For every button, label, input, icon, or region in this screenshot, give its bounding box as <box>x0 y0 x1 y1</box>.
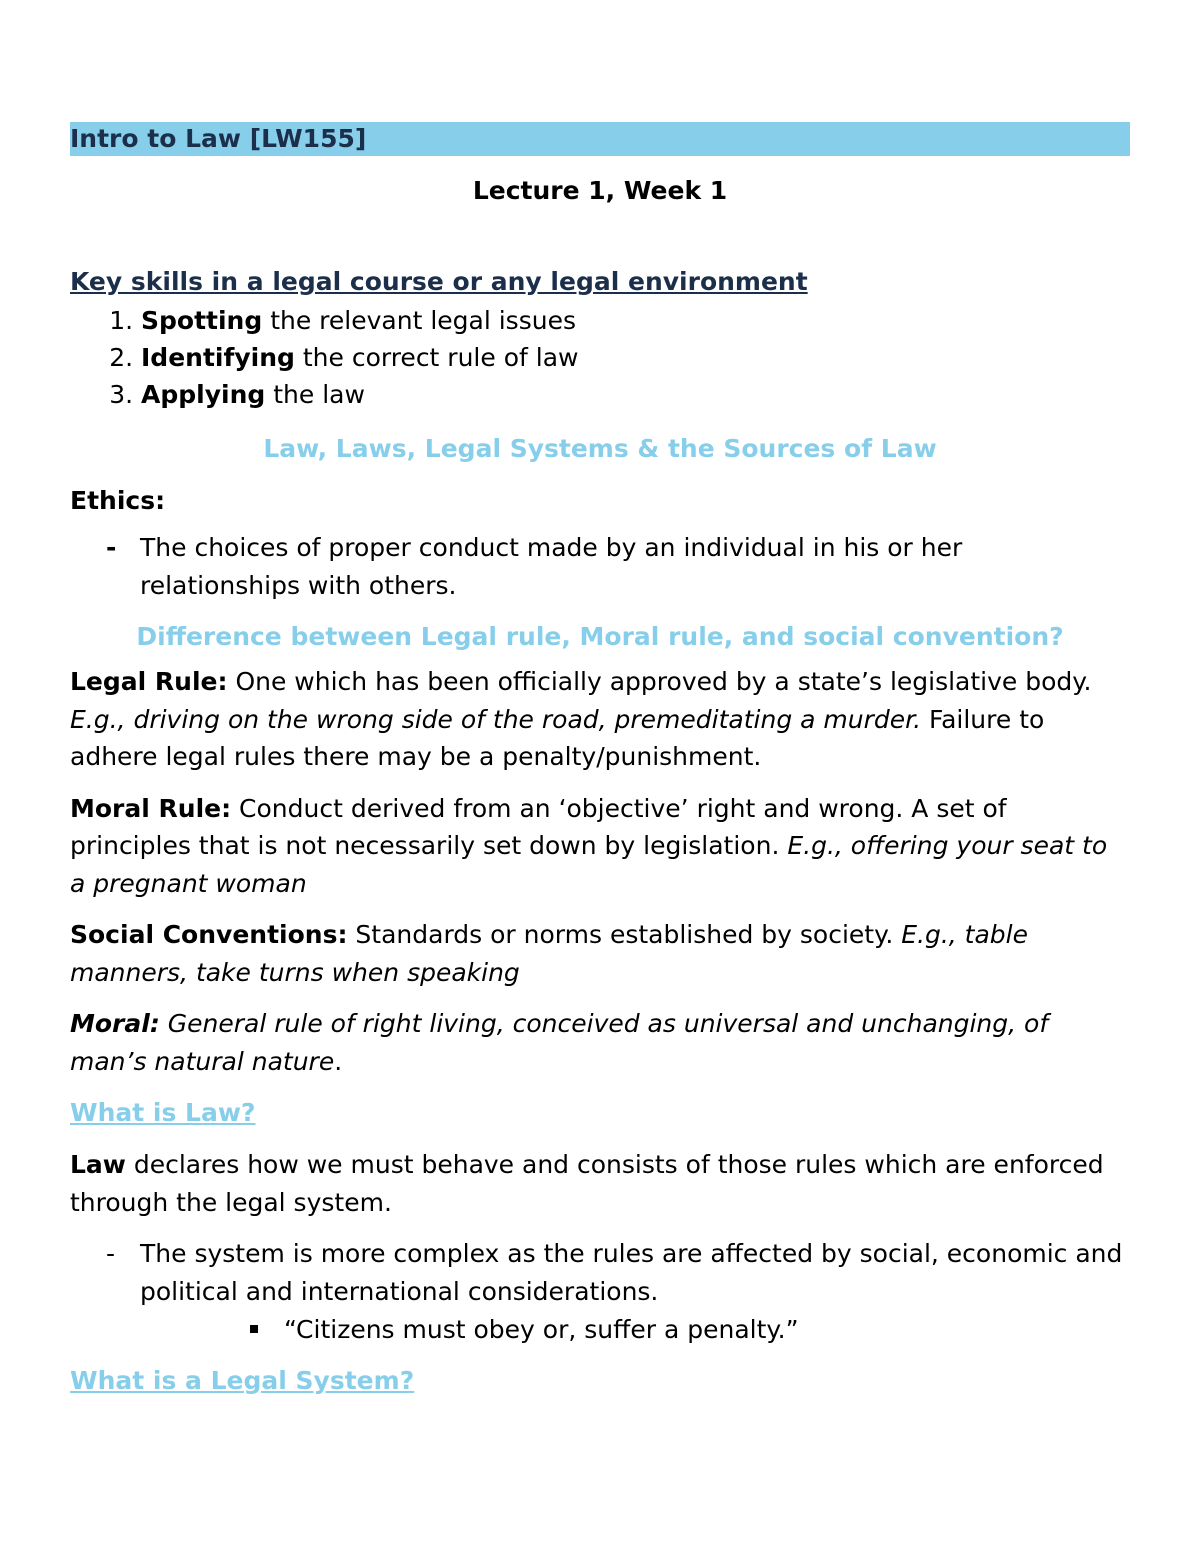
course-title: Intro to Law [LW155] <box>70 122 1130 156</box>
law-system-note <box>70 1235 1130 1311</box>
skill-keyword: Spotting <box>141 306 263 335</box>
law-keyword: Law <box>70 1150 126 1179</box>
skill-keyword: Identifying <box>141 343 295 372</box>
social-conventions-text: Standards or norms established by society. <box>347 920 902 949</box>
moral-tail: . <box>334 1046 343 1076</box>
law-definition-paragraph <box>70 1146 1130 1221</box>
ethics-text: The choices of proper conduct made by an individual in his or her relationships with others. <box>140 533 963 600</box>
dash-bullet: - <box>106 533 117 562</box>
law-quote-text: “Citizens must obey or, suffer a penalty.” <box>284 1315 799 1344</box>
list-item <box>141 302 1130 339</box>
moral-text: General rule of right living, conceived as universal and unchanging, of man’s natural nature <box>70 1009 1049 1076</box>
list-item <box>141 339 1130 376</box>
social-conventions-paragraph <box>70 916 1130 991</box>
list-item <box>141 376 1130 413</box>
legal-rule-tail: Failure to adhere legal rules there may be a penalty/punishment. <box>70 704 1045 771</box>
law-definition-text: declares how we must behave and consists of those rules which are enforced through the legal system. <box>70 1150 1104 1217</box>
moral-rule-text: Conduct derived from an ‘objective’ right and wrong. A set of principles that is not necessarily set down by legislation. <box>70 793 1007 860</box>
ethics-definition <box>70 529 1130 605</box>
social-conventions-label: Social Conventions: <box>70 920 348 949</box>
skill-text: the correct rule of law <box>294 343 579 372</box>
skill-keyword: Applying <box>141 380 266 409</box>
legal-rule-example: E.g., driving on the wrong side of the road, premeditating a murder. <box>70 704 922 734</box>
skill-text: the law <box>265 380 365 409</box>
section-heading-sources: Law, Laws, Legal Systems & the Sources of Law <box>263 434 937 463</box>
square-bullet-icon <box>250 1325 258 1333</box>
legal-rule-label: Legal Rule: <box>70 667 228 696</box>
moral-rule-paragraph <box>70 790 1130 903</box>
dash-bullet: - <box>106 1239 116 1268</box>
skill-text: the relevant legal issues <box>262 306 576 335</box>
lecture-title: Lecture 1, Week 1 <box>472 176 728 205</box>
what-is-legal-system-link[interactable]: What is a Legal System? <box>70 1366 415 1395</box>
document-page <box>70 122 1130 1400</box>
moral-label: Moral: <box>70 1009 160 1038</box>
moral-rule-label: Moral Rule: <box>70 793 232 823</box>
social-conventions-example: E.g., table manners, take turns when speaking <box>70 920 1029 987</box>
moral-rule-example: E.g., offering your seat to a pregnant woman <box>70 831 1108 898</box>
moral-paragraph <box>70 1005 1130 1080</box>
law-system-text: The system is more complex as the rules are affected by social, economic and political and international considerations. <box>140 1239 1123 1306</box>
skills-heading: Key skills in a legal course or any legal environment <box>70 267 808 296</box>
what-is-law-link[interactable]: What is Law? <box>70 1098 256 1127</box>
skills-list <box>70 302 1130 413</box>
legal-rule-text: One which has been officially approved by a state’s legislative body. <box>227 667 1092 696</box>
section-heading-differences: Difference between Legal rule, Moral rule, and social convention? <box>136 622 1064 651</box>
ethics-label: Ethics: <box>70 486 166 515</box>
legal-rule-paragraph <box>70 663 1130 776</box>
law-quote-item <box>70 1311 1130 1348</box>
